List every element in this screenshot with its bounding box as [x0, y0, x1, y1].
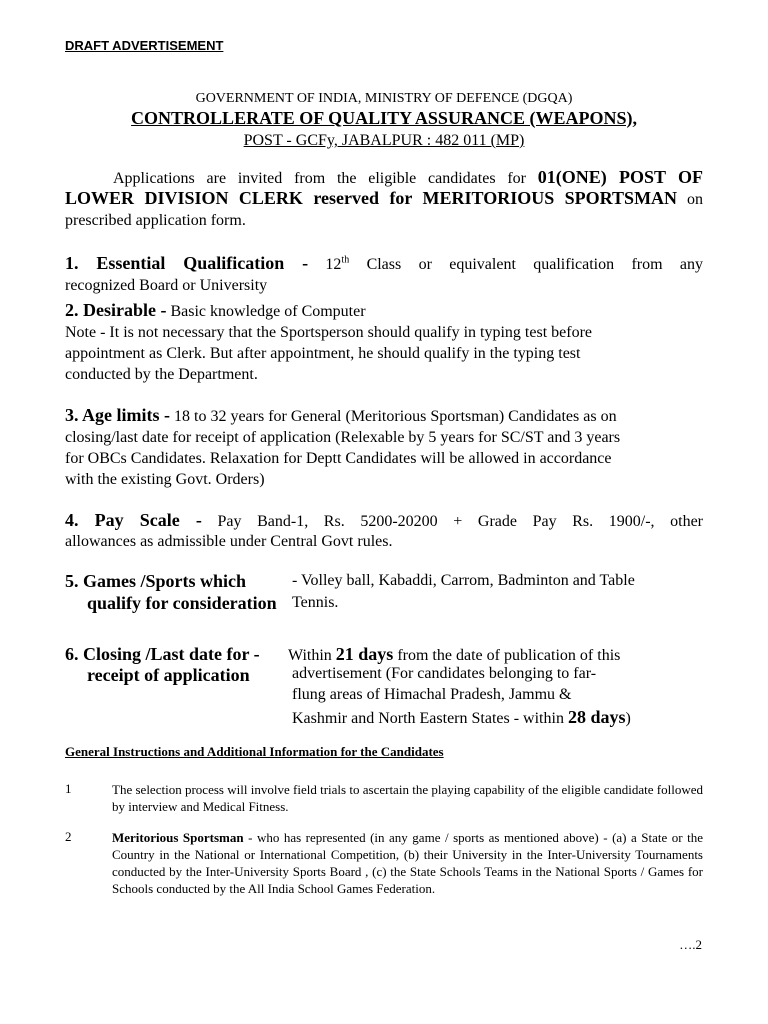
- sec6-text-4: [292, 707, 631, 728]
- gi-item-1-number: 1: [65, 781, 72, 796]
- sec6-28-days: 28 days: [567, 707, 626, 727]
- sec5-label-1: 5. Games /Sports which: [65, 571, 247, 591]
- section-desirable: [65, 300, 703, 322]
- sec4-text: Pay Band-1, Rs. 5200-20200 + Grade Pay Rs. 1900/-, other: [217, 513, 704, 530]
- intro-post-count: 01(ONE) POST OF: [537, 167, 703, 187]
- sec4-label: 4. Pay Scale -: [65, 510, 202, 530]
- intro-line-2: [65, 188, 703, 210]
- sec6-from-date: from the date of publication of this: [397, 647, 621, 664]
- sec2-label: 2. Desirable -: [65, 300, 167, 320]
- header-controllerate: CONTROLLERATE OF QUALITY ASSURANCE (WEAPONS),: [131, 108, 637, 128]
- gi-item-1-text: The selection process will involve field trials to ascertain the playing capability of the eligible candidate followed by interview and Medical Fitness.: [112, 782, 703, 814]
- gi-item-2-bold: Meritorious Sportsman: [112, 830, 244, 845]
- sec4-line-2: allowances as admissible under Central Govt rules.: [65, 533, 393, 550]
- sec5-text-1: - Volley ball, Kabaddi, Carrom, Badminton and Table: [292, 572, 635, 589]
- sec6-within: Within: [288, 647, 332, 664]
- sec6-text-1: [288, 644, 620, 665]
- page-continuation-marker: ….2: [679, 937, 702, 952]
- sec6-kashmir: Kashmir and North Eastern States - within: [292, 710, 564, 727]
- sec3-label: 3. Age limits -: [65, 405, 170, 425]
- intro-text: Applications are invited from the eligible candidates for: [113, 170, 526, 187]
- sec6-text-2: advertisement (For candidates belonging to far-: [292, 665, 597, 682]
- intro-post-name: LOWER DIVISION CLERK reserved for MERITORIOUS SPORTSMAN: [65, 188, 678, 208]
- sec5-label-2: qualify for consideration: [87, 593, 277, 613]
- sec1-label: 1. Essential Qualification -: [65, 253, 309, 273]
- sec6-label-2: receipt of application: [87, 665, 250, 685]
- header-ministry: GOVERNMENT OF INDIA, MINISTRY OF DEFENCE (DGQA): [195, 91, 573, 106]
- sec6-close-paren: ): [625, 710, 631, 727]
- sec5-text-2: Tennis.: [292, 594, 339, 611]
- sec3-text: 18 to 32 years for General (Meritorious Sportsman) Candidates as on: [174, 408, 617, 425]
- gi-item-2-text: [112, 829, 703, 897]
- sec1-text: Class or equivalent qualification from any: [366, 256, 704, 273]
- section-age-limits: [65, 405, 703, 427]
- general-instructions-heading: General Instructions and Additional Information for the Candidates: [65, 744, 444, 759]
- sec2-text: Basic knowledge of Computer: [170, 303, 366, 320]
- sec3-line-4: with the existing Govt. Orders): [65, 471, 265, 488]
- intro-on: on: [687, 191, 704, 208]
- header-address: POST - GCFy, JABALPUR : 482 011 (MP): [243, 132, 525, 149]
- sec6-text-3: flung areas of Himachal Pradesh, Jammu &: [292, 686, 572, 703]
- gi-item-2-number: 2: [65, 829, 72, 844]
- sec1-sup: th: [341, 254, 350, 266]
- sec2-note-1: Note - It is not necessary that the Sportsperson should qualify in typing test before: [65, 324, 593, 341]
- sec6-21-days: 21 days: [335, 644, 394, 664]
- sec3-line-3: for OBCs Candidates. Relaxation for Deptt Candidates will be allowed in accordance: [65, 450, 612, 467]
- gi-item-2-body: - who has represented (in any game / sports as mentioned above) - (a) a State or the Country in the National or International Competition, (b) their University in the Inter-University Tournaments conducted by the Inter-University Sports Board , (c) the State Schools Teams in the National Sports / Games for Schools conducted by the All India School Games Federation.: [112, 830, 703, 896]
- sec1-line-2: recognized Board or University: [65, 277, 268, 294]
- section-essential-qualification: [65, 253, 703, 275]
- intro-line-3: prescribed application form.: [65, 212, 246, 229]
- sec6-label-1: 6. Closing /Last date for -: [65, 644, 260, 664]
- draft-title: DRAFT ADVERTISEMENT: [65, 38, 224, 53]
- sec2-note-3: conducted by the Department.: [65, 366, 258, 383]
- intro-line-1: [65, 167, 703, 189]
- sec3-line-2: closing/last date for receipt of application (Relexable by 5 years for SC/ST and 3 years: [65, 429, 621, 446]
- section-pay-scale: [65, 510, 703, 532]
- sec1-num: 12: [325, 256, 342, 273]
- sec2-note-2: appointment as Clerk. But after appointment, he should qualify in the typing test: [65, 345, 581, 362]
